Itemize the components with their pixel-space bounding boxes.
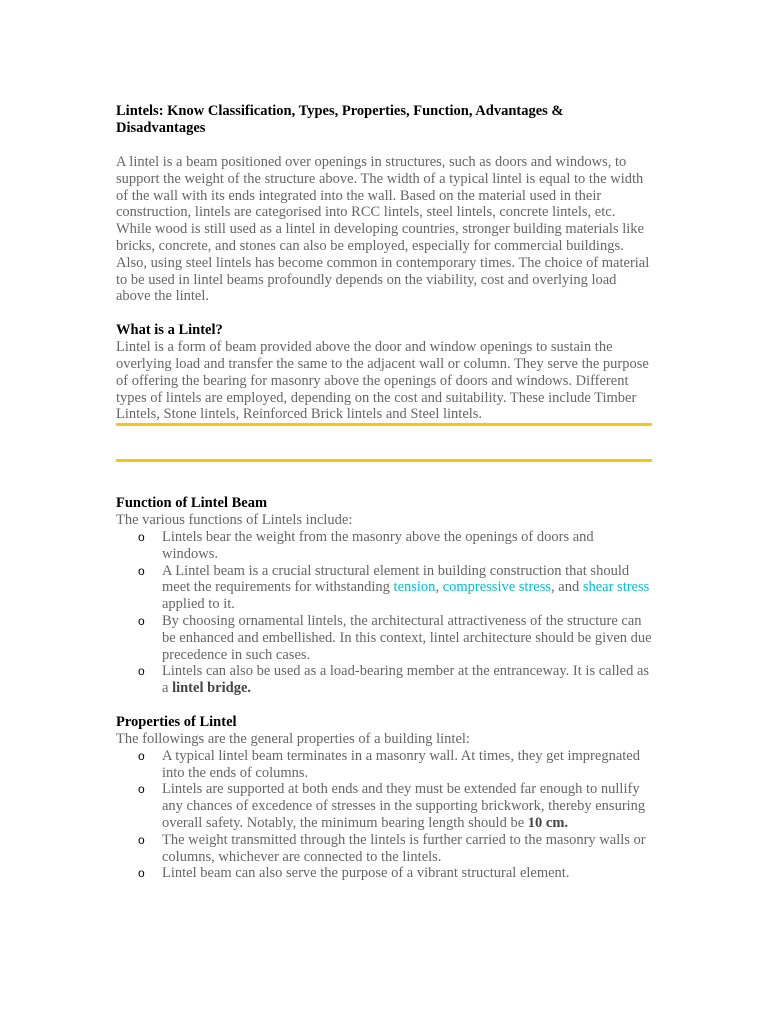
list-item bbox=[138, 613, 652, 663]
list-item-text: Lintels are supported at both ends and they must be extended far enough to nullify any chances of excedence of stresses in the supporting brickwork, thereby ensuring overall safety. Notably, the minimum bearing length should be bbox=[162, 781, 646, 831]
list-item bbox=[138, 563, 652, 613]
list-item bbox=[138, 748, 652, 782]
properties-intro: The followings are the general properties of a building lintel: bbox=[116, 730, 470, 747]
list-item-text: Lintel beam can also serve the purpose of a vibrant structural element. bbox=[162, 865, 570, 882]
lintel-bridge-term: lintel bridge. bbox=[172, 680, 252, 697]
bullet-icon: o bbox=[138, 782, 145, 797]
bullet-icon: o bbox=[138, 866, 145, 881]
bullet-icon: o bbox=[138, 529, 145, 544]
properties-heading: Properties of Lintel bbox=[116, 713, 237, 730]
bullet-icon: o bbox=[138, 664, 145, 679]
bearing-length-value: 10 cm. bbox=[527, 814, 569, 831]
document-page bbox=[116, 103, 652, 882]
intro-paragraph: A lintel is a beam positioned over openings in structures, such as doors and windows, to support the weight of the structure above. The width of a typical lintel is equal to the width of the wall with its ends integrated into the wall. Based on the material used in their construction, lintels are categorised into RCC lintels, steel lintels, concrete lintels, etc. While wood is still used as a lintel in developing countries, stronger building materials like bricks, concrete, and stones can also be employed, especially for commercial buildings. Also, using steel lintels has become common in contemporary times. The choice of material to be used in lintel beams profoundly depends on the viability, cost and overlying load above the lintel. bbox=[116, 154, 650, 305]
separator-text: , and bbox=[551, 579, 583, 596]
compressive-stress-link[interactable]: compressive stress bbox=[442, 579, 552, 596]
list-item-text: A Lintel beam is a crucial structural element in building construction that should meet the requirements for withstanding bbox=[162, 562, 630, 596]
function-list bbox=[116, 529, 652, 697]
list-item bbox=[138, 865, 652, 882]
what-is-lintel-heading: What is a Lintel? bbox=[116, 322, 223, 339]
shear-stress-link[interactable]: shear stress bbox=[582, 579, 650, 596]
divider-line bbox=[116, 423, 652, 426]
what-is-lintel-paragraph: Lintel is a form of beam provided above the door and window openings to sustain the overlying load and transfer the same to the adjacent wall or column. They serve the purpose of offering the bearing for masonry above the openings of doors and windows. Different types of lintels are employed, depending on the cost and suitability. These include Timber Lintels, Stone lintels, Reinforced Brick lintels and Steel lintels. bbox=[116, 339, 649, 423]
list-item bbox=[138, 663, 652, 697]
function-intro: The various functions of Lintels include: bbox=[116, 512, 353, 529]
list-item-text: The weight transmitted through the lintels is further carried to the masonry walls or columns, whichever are connected to the lintels. bbox=[162, 831, 646, 865]
list-item-text: Lintels bear the weight from the masonry above the openings of doors and windows. bbox=[162, 528, 594, 562]
list-item bbox=[138, 529, 652, 563]
properties-list bbox=[116, 748, 652, 882]
document-title: Lintels: Know Classification, Types, Properties, Function, Advantages & Disadvantages bbox=[116, 103, 564, 136]
function-heading: Function of Lintel Beam bbox=[116, 495, 268, 512]
list-item-text: Lintels can also be used as a load-bearing member at the entranceway. It is called as a bbox=[162, 663, 650, 697]
list-item-text: A typical lintel beam terminates in a masonry wall. At times, they get impregnated into the ends of columns. bbox=[162, 747, 640, 781]
list-item-text: By choosing ornamental lintels, the architectural attractiveness of the structure can be enhanced and embellished. In this context, lintel architecture should be given due precedence in such cases. bbox=[162, 612, 652, 663]
list-item-text: applied to it. bbox=[162, 596, 235, 613]
bullet-icon: o bbox=[138, 613, 145, 628]
tension-link[interactable]: tension bbox=[393, 579, 436, 596]
bullet-icon: o bbox=[138, 748, 145, 763]
bullet-icon: o bbox=[138, 563, 145, 578]
list-item bbox=[138, 781, 652, 831]
list-item bbox=[138, 832, 652, 866]
separator-text: , bbox=[435, 579, 443, 596]
bullet-icon: o bbox=[138, 832, 145, 847]
